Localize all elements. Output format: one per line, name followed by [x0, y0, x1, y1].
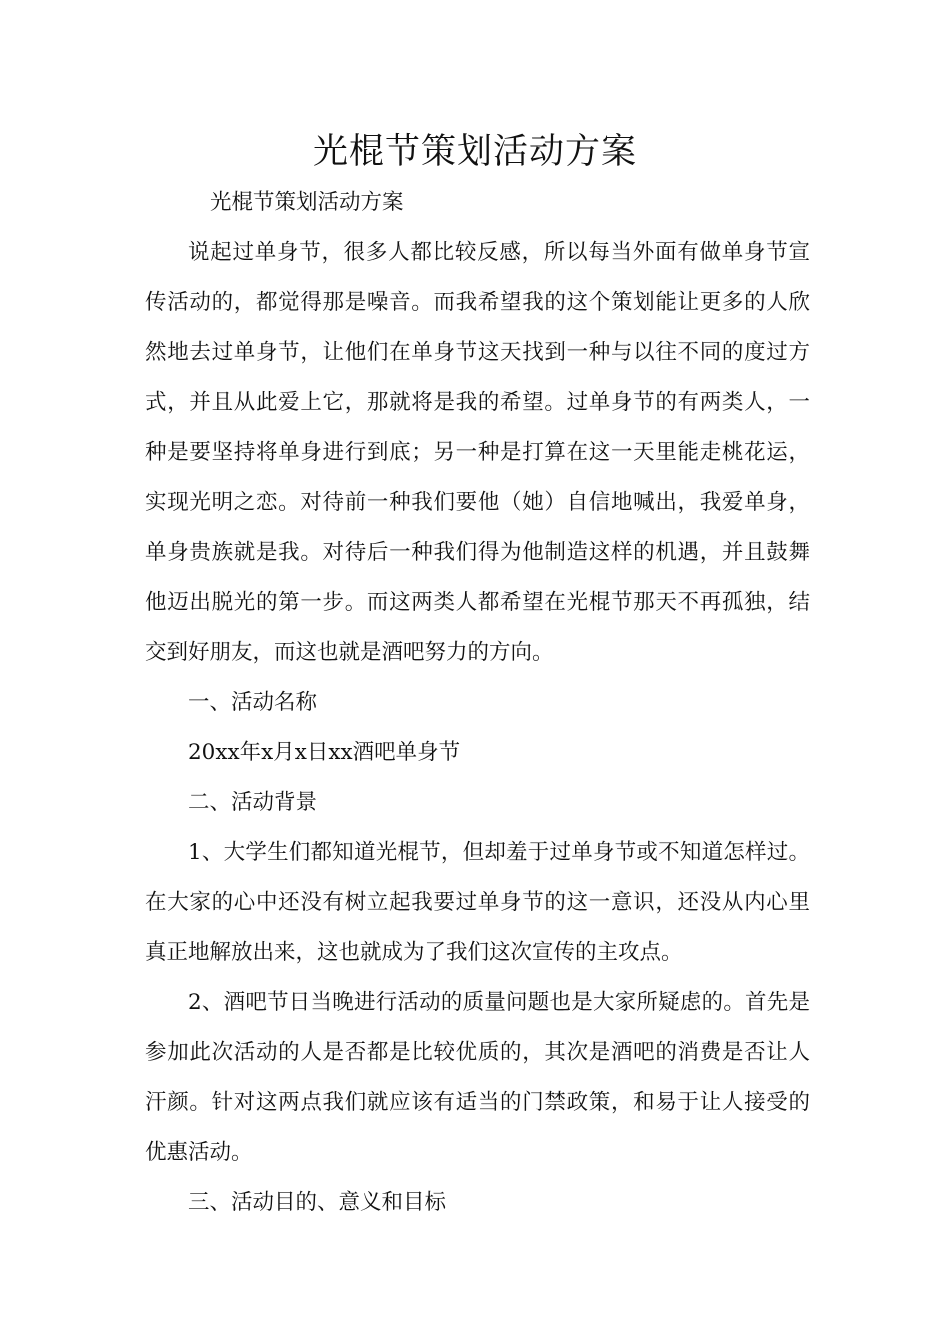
section-heading-goals: 三、活动目的、意义和目标 [188, 1190, 447, 1215]
activity-name-text: 20xx年x月x日xx酒吧单身节 [188, 740, 461, 765]
section-heading-activity-name: 一、活动名称 [188, 690, 318, 715]
document-subtitle: 光棍节策划活动方案 [210, 190, 404, 215]
document-body [145, 178, 810, 1228]
document-title: 光棍节策划活动方案 [312, 132, 637, 172]
section-heading-activity-background: 二、活动背景 [188, 790, 318, 815]
background-point-1: 1、大学生们都知道光棍节，但却羞于过单身节或不知道怎样过。在大家的心中还没有树立起我要过单身节的这一意识，还没从内心里真正地解放出来，这也就成为了我们这次宣传的主攻点。 [145, 840, 810, 965]
intro-paragraph: 说起过单身节，很多人都比较反感，所以每当外面有做单身节宣传活动的，都觉得那是噪音。而我希望我的这个策划能让更多的人欣然地去过单身节，让他们在单身节这天找到一种与以往不同的度过方式，并且从此爱上它，那就将是我的希望。过单身节的有两类人，一种是要坚持将单身进行到底；另一种是打算在这一天里能走桃花运，实现光明之恋。对待前一种我们要他（她）自信地喊出，我爱单身，单身贵族就是我。对待后一种我们得为他制造这样的机遇，并且鼓舞他迈出脱光的第一步。而这两类人都希望在光棍节那天不再孤独，结交到好朋友，而这也就是酒吧努力的方向。 [145, 240, 810, 665]
background-point-2: 2、酒吧节日当晚进行活动的质量问题也是大家所疑虑的。首先是参加此次活动的人是否都是比较优质的，其次是酒吧的消费是否让人汗颜。针对这两点我们就应该有适当的门禁政策，和易于让人接受的优惠活动。 [145, 990, 810, 1165]
